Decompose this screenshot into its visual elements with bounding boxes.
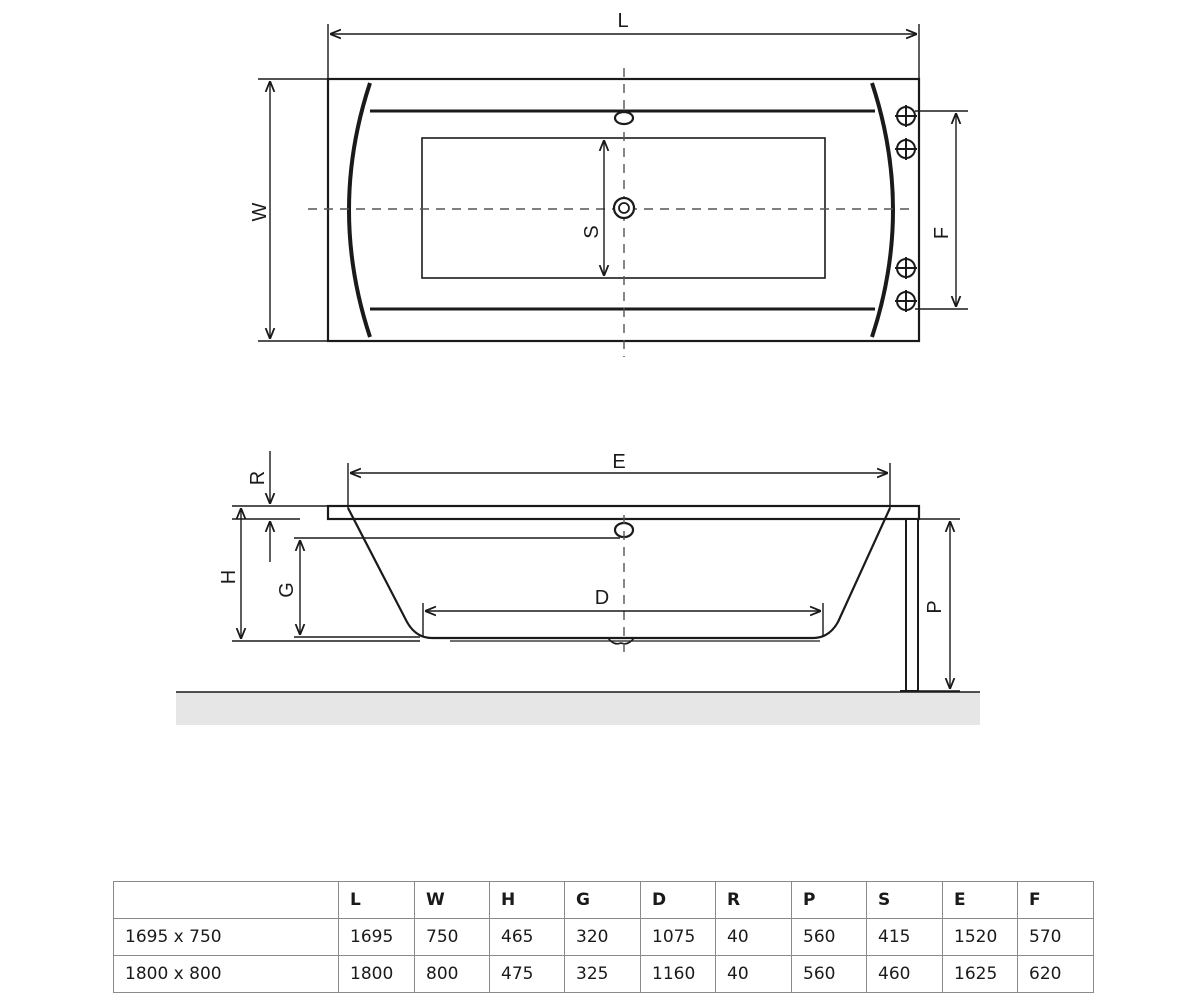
- label-h: H: [218, 569, 240, 585]
- table-cell: 560: [792, 919, 867, 956]
- dimensions-table: [113, 881, 1094, 993]
- dimension-h: [232, 508, 420, 641]
- table-cell: 460: [867, 956, 943, 993]
- table-cell: 1800: [339, 956, 415, 993]
- table-row: [114, 956, 1094, 993]
- floor: [176, 692, 980, 725]
- table-cell: 620: [1018, 956, 1094, 993]
- tap-hole-icon: [895, 257, 917, 279]
- tap-hole-icon: [895, 105, 917, 127]
- front-panel: [906, 519, 918, 691]
- top-view: [258, 24, 968, 357]
- label-p: P: [924, 600, 946, 614]
- table-header-cell: W: [415, 882, 490, 919]
- table-cell: 1520: [943, 919, 1018, 956]
- label-d: D: [594, 587, 610, 609]
- table-cell: 465: [490, 919, 565, 956]
- table-cell: 750: [415, 919, 490, 956]
- label-r: R: [247, 470, 269, 486]
- table-cell: 475: [490, 956, 565, 993]
- table-header-cell: R: [716, 882, 792, 919]
- table-cell: 40: [716, 919, 792, 956]
- left-curve: [349, 83, 370, 337]
- table-header-cell: D: [641, 882, 716, 919]
- dimension-d: [423, 603, 823, 637]
- table-cell: 1075: [641, 919, 716, 956]
- table-cell: 1160: [641, 956, 716, 993]
- table-cell-size: 1695 x 750: [114, 919, 339, 956]
- label-w: W: [249, 202, 271, 222]
- table-cell: 1625: [943, 956, 1018, 993]
- table-cell: 325: [565, 956, 641, 993]
- label-s: S: [581, 225, 603, 239]
- right-curve: [872, 83, 893, 337]
- table-header-cell: F: [1018, 882, 1094, 919]
- label-e: E: [612, 451, 626, 473]
- overflow-icon: [615, 112, 633, 124]
- label-g: G: [276, 582, 298, 598]
- table-row: [114, 919, 1094, 956]
- table-cell-size: 1800 x 800: [114, 956, 339, 993]
- dimension-f: [915, 111, 968, 309]
- table-cell: 560: [792, 956, 867, 993]
- table-cell: 40: [716, 956, 792, 993]
- table-header-cell: H: [490, 882, 565, 919]
- label-f: F: [931, 226, 953, 240]
- table-cell: 320: [565, 919, 641, 956]
- tap-hole-icon: [895, 138, 917, 160]
- table-header-cell: P: [792, 882, 867, 919]
- table-header-cell: G: [565, 882, 641, 919]
- table-cell: 415: [867, 919, 943, 956]
- dimension-g: [294, 538, 620, 637]
- table-header-cell: [114, 882, 339, 919]
- dimension-r: [232, 451, 328, 562]
- drain-icon: [614, 198, 634, 218]
- table-header-row: [114, 882, 1094, 919]
- table-cell: 1695: [339, 919, 415, 956]
- label-l: L: [617, 10, 629, 32]
- tap-hole-icon: [895, 290, 917, 312]
- table-header-cell: S: [867, 882, 943, 919]
- table-cell: 570: [1018, 919, 1094, 956]
- table-header-cell: E: [943, 882, 1018, 919]
- table-header-cell: L: [339, 882, 415, 919]
- table-cell: 800: [415, 956, 490, 993]
